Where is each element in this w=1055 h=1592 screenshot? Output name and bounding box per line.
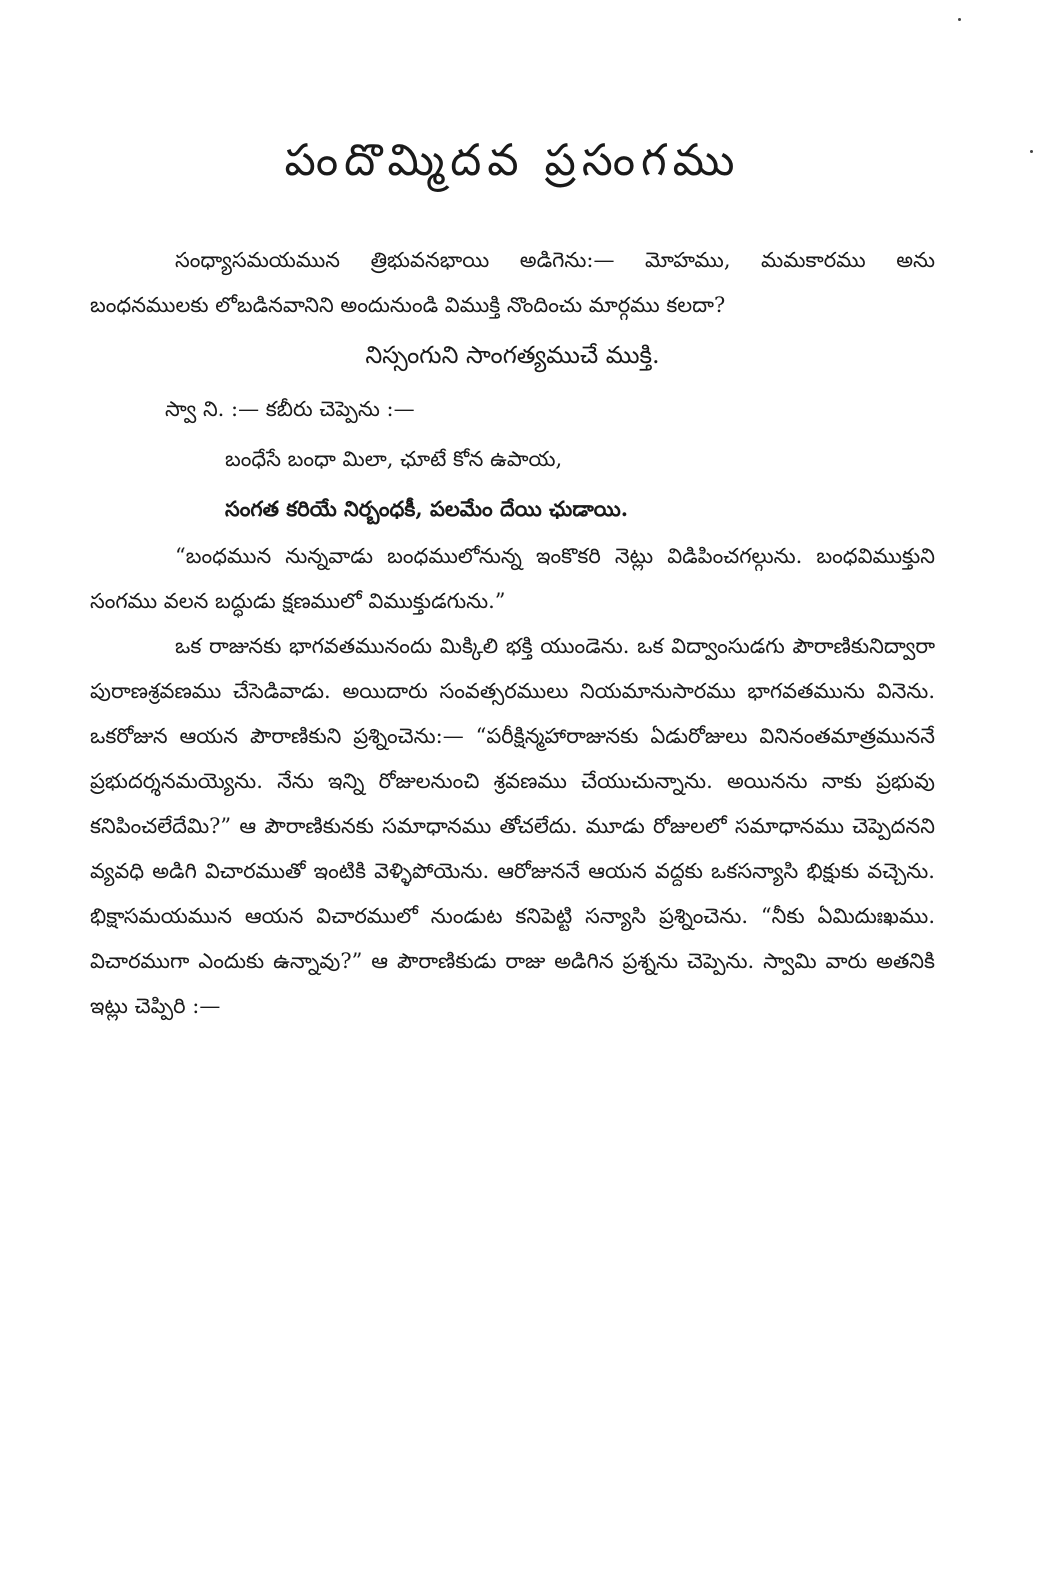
verse-line-1: బంధేసే బంధా మిలా, ఛూటే కోన ఉపాయ,	[225, 446, 563, 471]
scan-speck	[1030, 150, 1033, 153]
question-paragraph: సంధ్యాసమయమున త్రిభువనభాయి అడిగెను:— మోహము, మమకారము అను బంధనములకు లోబడినవానిని అందునుండి విముక్తి నొందించు మార్గము కలదా?	[90, 247, 935, 317]
quote-paragraph: “బంధమున నున్నవాడు బంధములోనున్న ఇంకొకరి నెట్లు విడిపించగల్గును. బంధవిముక్తుని సంగము వలన బద్ధుడు క్షణములో విముక్తుడగును.”	[90, 543, 935, 613]
section-subheading: నిస్సంగుని సాంగత్యముచే ముక్తి.	[365, 340, 660, 369]
page-title: పందొమ్మిదవ ప్రసంగము	[284, 135, 741, 186]
speaker-line: స్వా ని. :— కబీరు చెప్పెను :—	[165, 396, 415, 421]
scan-speck	[958, 18, 961, 21]
story-paragraph: ఒక రాజునకు భాగవతమునందు మిక్కిలి భక్తి యుండెను. ఒక విద్వాంసుడగు పౌరాణికునిద్వారా పురాణశ్రవణము చేసెడివాడు. అయిదారు సంవత్సరములు నియమానుసారము భాగవతమును వినెను. ఒకరోజున ఆయన పౌరాణికుని ప్రశ్నించెను:— “పరీక్షిన్మహారాజునకు ఏడురోజులు వినినంతమాత్రముననే ప్రభుదర్శనమయ్యెను. నేను ఇన్ని రోజులనుంచి శ్రవణము చేయుచున్నాను. అయినను నాకు ప్రభువు కనిపించలేదేమి?” ఆ పౌరాణికునకు సమాధానము తోచలేదు. మూడు రోజులలో సమాధానము చెప్పెదనని వ్యవధి అడిగి విచారముతో ఇంటికి వెళ్ళిపోయెను. ఆరోజుననే ఆయన వద్దకు ఒకసన్యాసి భిక్షుకు వచ్చెను. భిక్షాసమయమున ఆయన విచారములో నుండుట కనిపెట్టి సన్యాసి ప్రశ్నించెను. “నీకు ఏమిదుఃఖము. విచారముగా ఎందుకు ఉన్నావు?” ఆ పౌరాణికుడు రాజు అడిగిన ప్రశ్నను చెప్పెను. స్వామి వారు అతనికి ఇట్లు చెప్పిరి :—	[90, 633, 935, 1018]
verse-line-2: సంగత కరియే నిర్బంధకీ, పలమేం దేయి ఛుడాయి.	[225, 495, 629, 521]
